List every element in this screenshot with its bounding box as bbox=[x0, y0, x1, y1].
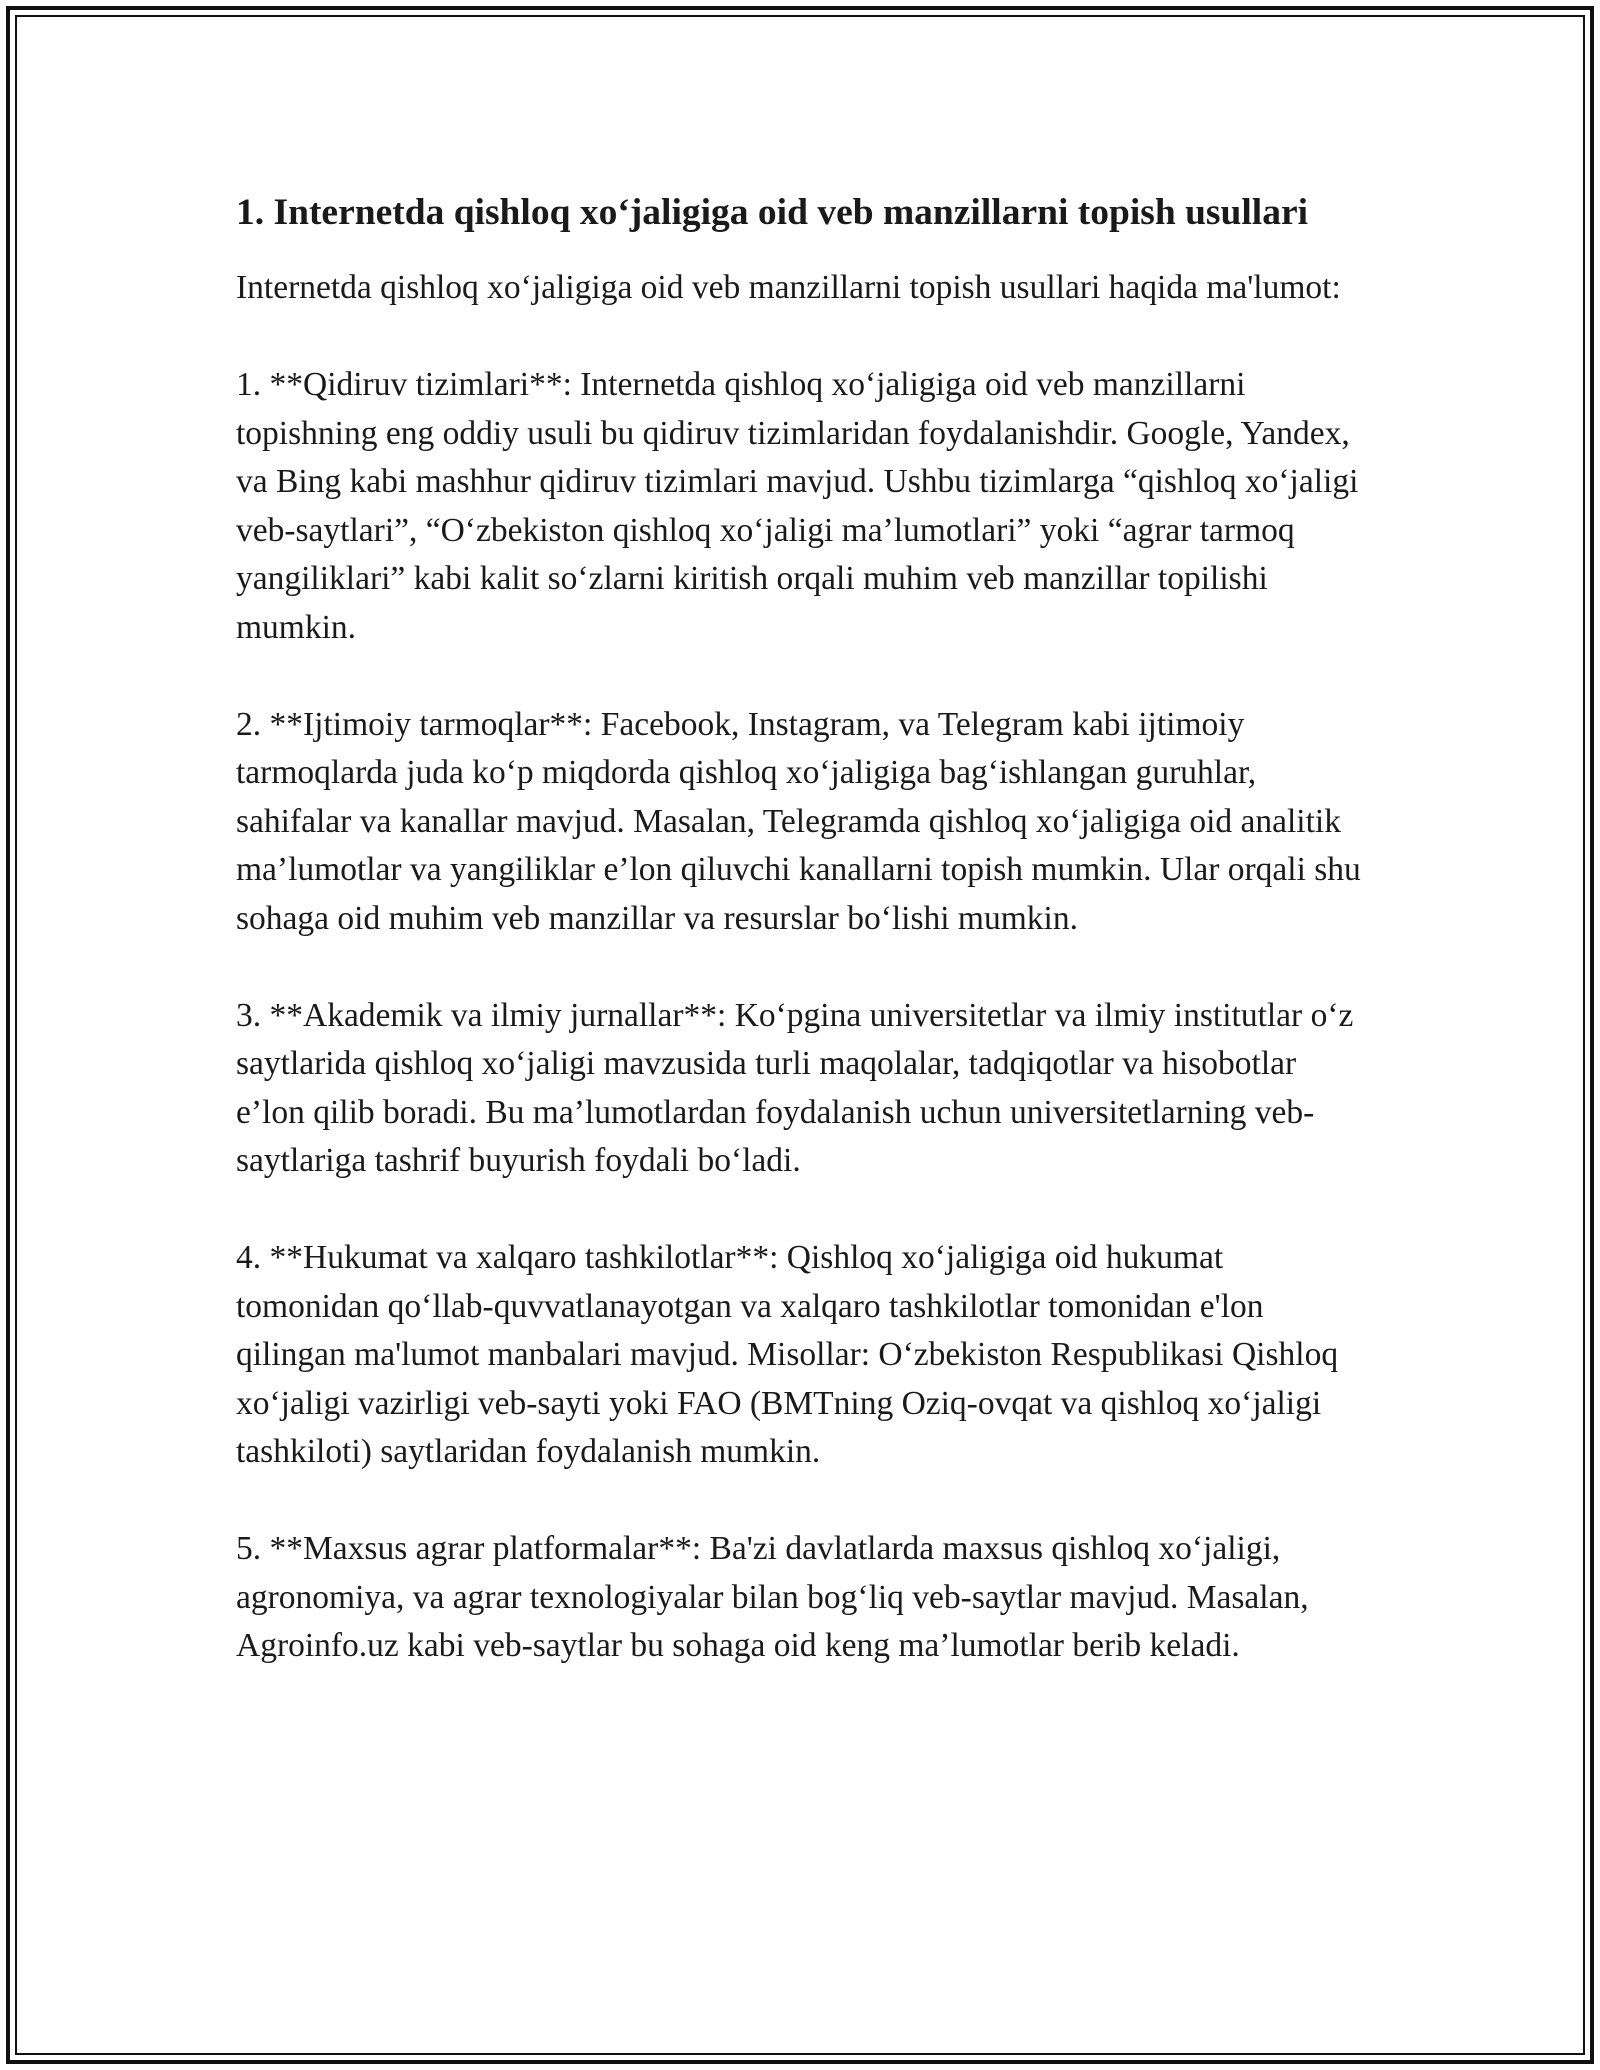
intro-paragraph: Internetda qishloq xo‘jaligiga oid veb manzillarni topish usullari haqida ma'lumot: bbox=[236, 269, 1341, 306]
item-text: Qishloq xo‘jaligiga oid hukumat tomonidan qo‘llab-quvvatlanayotgan va xalqaro tashkilotlar tomonidan e'lon qilingan ma'lumot manbalari mavjud. Misollar: O‘zbekiston Respublikasi Qishloq xo‘jaligi vazirligi veb-sayti yoki FAO (BMTning Oziq-ovqat va qishloq xo‘jaligi tashkiloti) saytlaridan foydalanish mumkin. bbox=[236, 1239, 1339, 1470]
item-text: Ba'zi davlatlarda maxsus qishloq xo‘jaligi, agronomiya, va agrar texnologiyalar bilan bog‘liq veb-saytlar mavjud. Masalan, Agroinfo.uz kabi veb-saytlar bu sohaga oid keng ma’lumotlar berib keladi. bbox=[236, 1530, 1309, 1664]
item-text: Internetda qishloq xo‘jaligiga oid veb manzillarni topishning eng oddiy usuli bu qidiruv tizimlaridan foydalanishdir. Google, Yandex, va Bing kabi mashhur qidiruv tizimlari mavjud. Ushbu tizimlarga “qishloq xo‘jaligi veb-saytlari”, “O‘zbekiston qishloq xo‘jaligi ma’lumotlari” yoki “agrar tarmoq yangiliklari” kabi kalit so‘zlarni kiritish orqali muhim veb manzillar topilishi mumkin. bbox=[236, 366, 1359, 646]
item-text: Facebook, Instagram, va Telegram kabi ijtimoiy tarmoqlarda juda ko‘p miqdorda qishloq xo‘jaligiga bag‘ishlangan guruhlar, sahifalar va kanallar mavjud. Masalan, Telegramda qishloq xo‘jaligiga oid analitik ma’lumotlar va yangiliklar e’lon qiluvchi kanallarni topish mumkin. Ular orqali shu sohaga oid muhim veb manzillar va resurslar bo‘lishi mumkin. bbox=[236, 705, 1361, 937]
item-heading: **Hukumat va xalqaro tashkilotlar**: bbox=[269, 1239, 779, 1276]
item-number: 3. bbox=[236, 996, 262, 1034]
list-item-academic-journals bbox=[236, 992, 1366, 1186]
item-heading: **Akademik va ilmiy jurnallar**: bbox=[269, 996, 727, 1034]
item-text: Ko‘pgina universitetlar va ilmiy institutlar o‘z saytlarida qishloq xo‘jaligi mavzusida turli maqolalar, tadqiqotlar va hisobotlar e’lon qilib boradi. Bu ma’lumotlardan foydalanish uchun universitetlarning veb-saytlariga tashrif buyurish foydali bo‘ladi. bbox=[236, 996, 1354, 1179]
list-item-search-engines bbox=[236, 361, 1366, 652]
list-item-agrarian-platforms bbox=[236, 1525, 1366, 1671]
list-item-social-networks bbox=[236, 701, 1366, 944]
document-title: 1. Internetda qishloq xo‘jaligiga oid veb manzillarni topish usullari bbox=[236, 192, 1309, 233]
item-heading: **Maxsus agrar platformalar**: bbox=[269, 1530, 702, 1567]
item-heading: **Ijtimoiy tarmoqlar**: bbox=[269, 705, 593, 743]
item-number: 1. bbox=[236, 366, 262, 403]
item-number: 2. bbox=[236, 705, 262, 743]
document-body bbox=[236, 186, 1366, 1671]
item-heading: **Qidiruv tizimlari**: bbox=[269, 366, 572, 403]
list-item-government-organizations bbox=[236, 1234, 1366, 1477]
item-number: 5. bbox=[236, 1530, 262, 1567]
item-number: 4. bbox=[236, 1239, 262, 1276]
